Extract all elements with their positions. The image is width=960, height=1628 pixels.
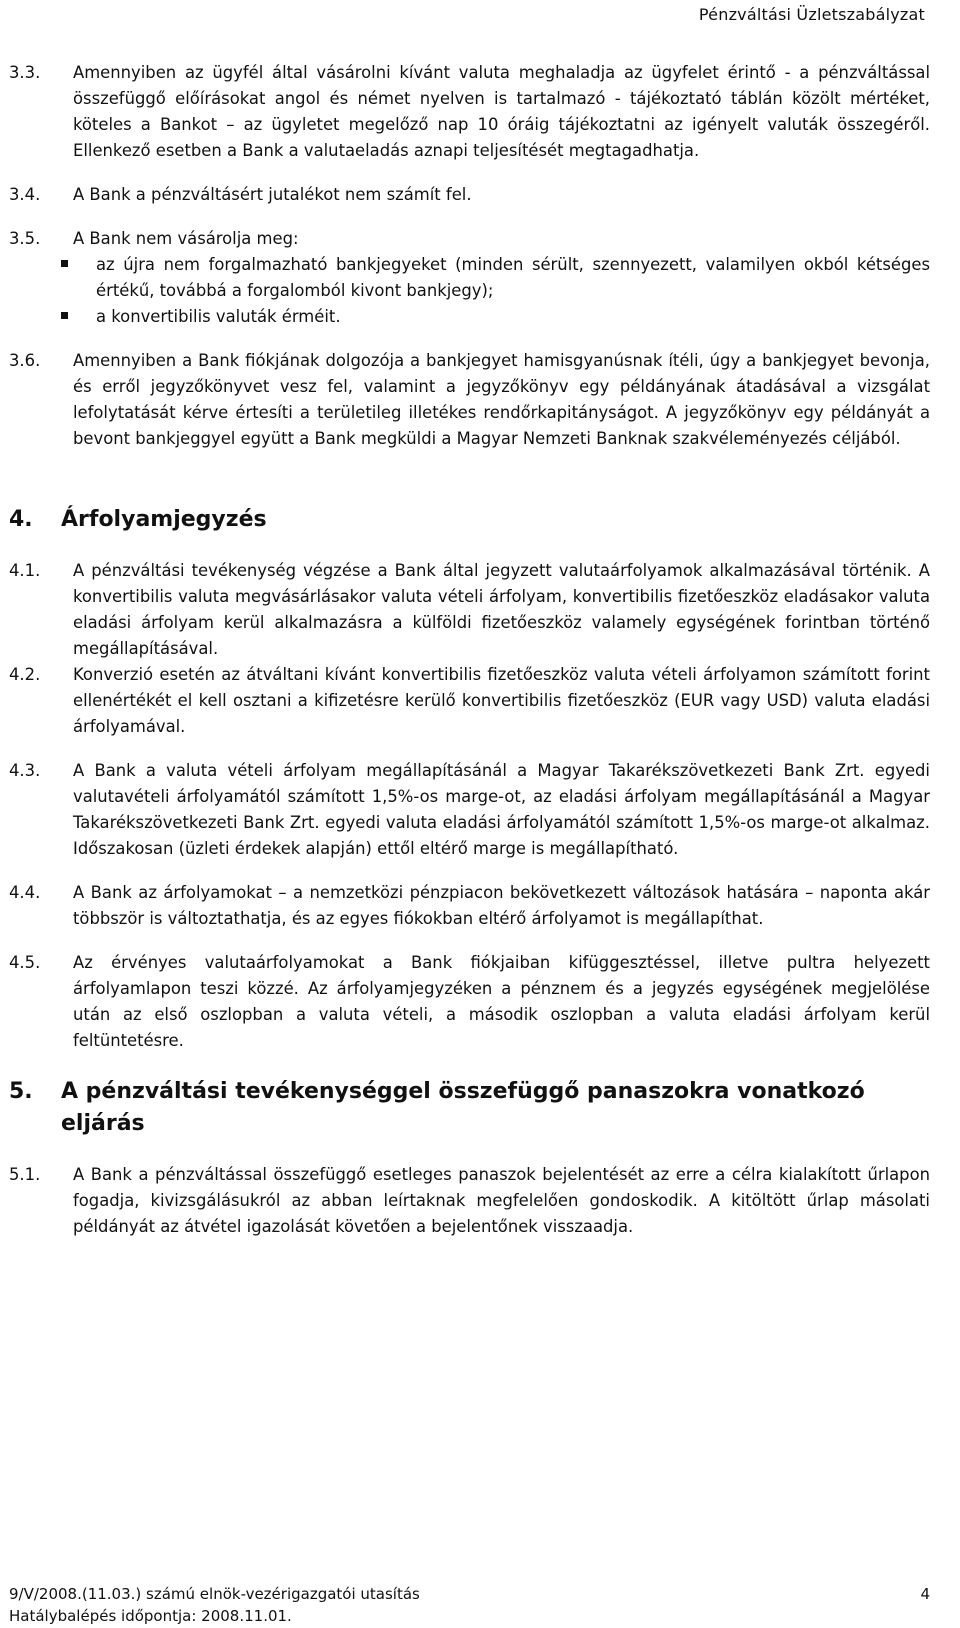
- paragraph-number: 4.4.: [9, 883, 41, 902]
- paragraph-text: A Bank az árfolyamokat – a nemzetközi pénzpiacon bekövetkezett változások hatására – naponta akár többször is változtathatja, és az egyes fiókokban eltérő árfolyamot is megállapíthat.: [73, 883, 930, 928]
- running-header: Pénzváltási Üzletszabályzat: [698, 5, 925, 24]
- paragraph-number: 4.2.: [9, 665, 41, 684]
- section-heading-5: [9, 1076, 930, 1140]
- section-title: Árfolyamjegyzés: [61, 507, 267, 532]
- page-number: 4: [920, 1585, 930, 1603]
- bullet-list: [9, 252, 930, 330]
- paragraph-number: 3.6.: [9, 351, 41, 370]
- list-item-text: az újra nem forgalmazható bankjegyeket (minden sérült, szennyezett, valamilyen okból kétséges értékű, továbbá a forgalomból kivont bankjegy);: [96, 255, 930, 300]
- paragraph-number: 4.1.: [9, 561, 41, 580]
- paragraph-4-5: [9, 950, 930, 1054]
- section-number: 5.: [9, 1079, 33, 1104]
- list-item-text: a konvertibilis valuták érméit.: [96, 307, 341, 326]
- paragraph-4-3: [9, 758, 930, 862]
- paragraph-4-4: [9, 880, 930, 932]
- paragraph-3-6: [9, 348, 930, 452]
- paragraph-number: 5.1.: [9, 1165, 41, 1184]
- footer-regulation: 9/V/2008.(11.03.) számú elnök-vezérigazgatói utasítás: [9, 1585, 420, 1603]
- page-footer: [9, 1583, 930, 1627]
- paragraph-4-2: [9, 662, 930, 740]
- footer-effective-date: Hatálybalépés időpontja: 2008.11.01.: [9, 1607, 292, 1625]
- section-heading-4: [9, 504, 930, 536]
- paragraph-text: A Bank nem vásárolja meg:: [73, 229, 299, 248]
- paragraph-number: 3.5.: [9, 229, 41, 248]
- paragraph-text: Konverzió esetén az átváltani kívánt konvertibilis fizetőeszköz valuta vételi árfolyamon számított forint ellenértékét el kell osztani a kifizetésre kerülő konvertibilis fizetőeszköz (EUR vagy USD) valuta eladási árfolyamával.: [73, 665, 930, 736]
- paragraph-4-1: [9, 558, 930, 662]
- paragraph-text: A Bank a valuta vételi árfolyam megállapításánál a Magyar Takarékszövetkezeti Bank Zrt. egyedi valutavételi árfolyamától számított 1,5%-os marge-ot, az eladási árfolyam megállapításánál a Magyar Takarékszövetkezeti Bank Zrt. egyedi valuta eladási árfolyamától számított 1,5%-os marge-ot alkalmaz. Időszakosan (üzleti érdekek alapján) ettől eltérő marge is megállapítható.: [73, 761, 930, 858]
- list-item: [96, 252, 930, 304]
- section-title: A pénzváltási tevékenységgel összefüggő panaszokra vonatkozó eljárás: [61, 1079, 865, 1136]
- paragraph-number: 3.4.: [9, 185, 41, 204]
- paragraph-text: A Bank a pénzváltásért jutalékot nem számít fel.: [73, 185, 472, 204]
- document-body: [9, 60, 930, 1254]
- paragraph-number: 4.5.: [9, 953, 41, 972]
- paragraph-text: A pénzváltási tevékenység végzése a Bank által jegyzett valutaárfolyamok alkalmazásával történik. A konvertibilis valuta megvásárlásakor valuta vételi árfolyam, konvertibilis fizetőeszköz eladásakor valuta eladási árfolyam kerül alkalmazásra a külföldi fizetőeszköz valamely egységének forintban történő megállapításával.: [73, 561, 930, 658]
- paragraph-number: 4.3.: [9, 761, 41, 780]
- paragraph-text: Az érvényes valutaárfolyamokat a Bank fiókjaiban kifüggesztéssel, illetve pultra helyezett árfolyamlapon teszi közzé. Az árfolyamjegyzéken a pénznem és a jegyzés egységének megjelölése után az első oszlopban a valuta vételi, a második oszlopban a valuta eladási árfolyam kerül feltüntetésre.: [73, 953, 930, 1050]
- paragraph-text: Amennyiben a Bank fiókjának dolgozója a bankjegyet hamisgyanúsnak ítéli, úgy a bankjegyet bevonja, és erről jegyzőkönyvet vesz fel, valamint a jegyzőkönyv egy példányának átadásával a vizsgálat lefolytatását kérve értesíti a területileg illetékes rendőrkapitányságot. A jegyzőkönyv egy példányát a bevont bankjeggyel együtt a Bank megküldi a Magyar Nemzeti Banknak szakvéleményezés céljából.: [73, 351, 930, 448]
- paragraph-number: 3.3.: [9, 63, 41, 82]
- paragraph-3-3: [9, 60, 930, 164]
- section-number: 4.: [9, 507, 33, 532]
- square-bullet-icon: [61, 260, 68, 267]
- paragraph-3-5: [9, 226, 930, 330]
- paragraph-3-5-lead: [9, 226, 930, 252]
- paragraph-text: A Bank a pénzváltással összefüggő esetleges panaszok bejelentését az erre a célra kialakított űrlapon fogadja, kivizsgálásukról az abban leírtaknak megfelelően gondoskodik. A kitöltött űrlap másolati példányát az átvétel igazolását követően a bejelentőnek visszaadja.: [73, 1165, 930, 1236]
- paragraph-text: Amennyiben az ügyfél által vásárolni kívánt valuta meghaladja az ügyfelet érintő - a pénzváltással összefüggő előírásokat angol és német nyelven is tartalmazó - tájékoztató táblán közölt mértéket, köteles a Bankot – az ügyletet megelőző nap 10 óráig tájékoztatni az igényelt valuták összegéről. Ellenkező esetben a Bank a valutaeladás aznapi teljesítését megtagadhatja.: [73, 63, 930, 160]
- paragraph-5-1: [9, 1162, 930, 1240]
- square-bullet-icon: [61, 312, 68, 319]
- paragraph-3-4: [9, 182, 930, 208]
- list-item: [96, 304, 930, 330]
